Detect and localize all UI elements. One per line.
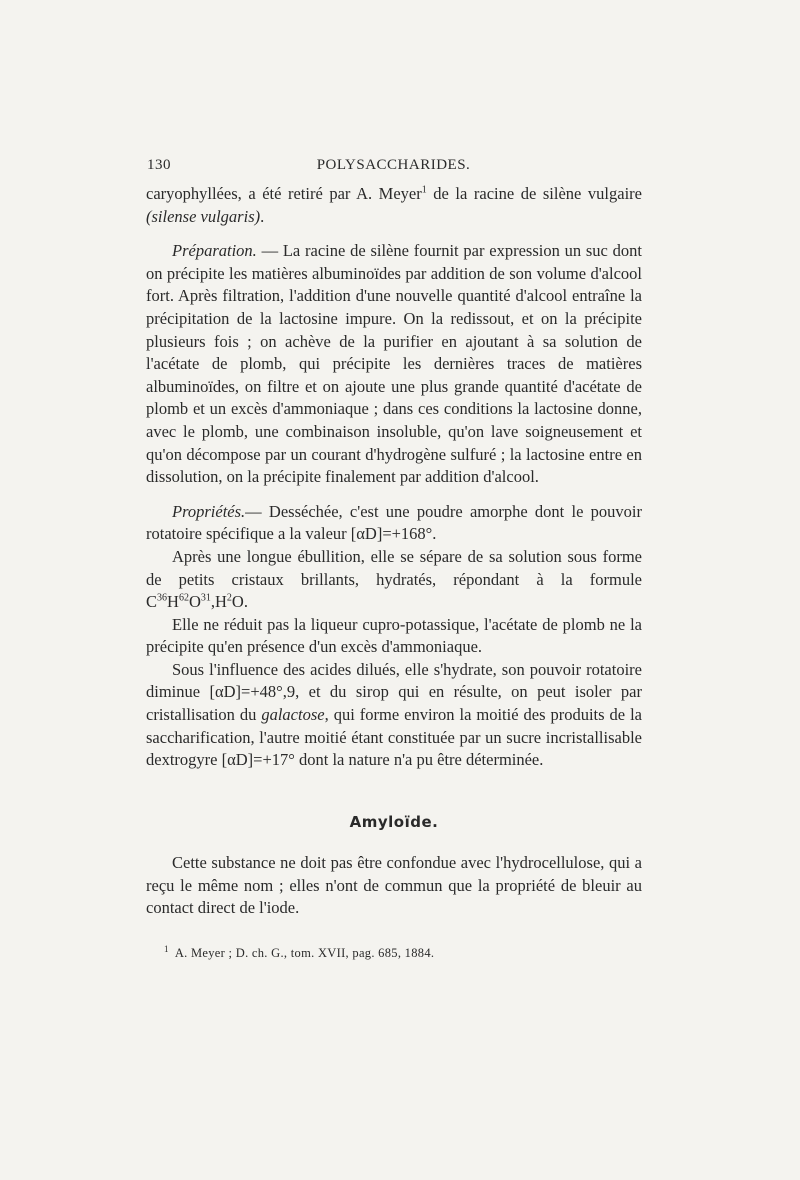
preparation-label: Préparation. — [172, 241, 257, 261]
section-heading: Amyloïde. — [349, 813, 439, 831]
intro-paragraph — [146, 183, 642, 228]
chemical-formula: $C^{36}H^{62}O^{31},H^2O$. — [146, 592, 248, 612]
intro-text-end: . — [260, 206, 265, 226]
properties-text-1: — Desséchée, c'est une poudre amorphe dont le pouvoir rotatoire spécifique a la valeur [αD]=+168°. — [146, 501, 642, 544]
preparation-text: — La racine de silène fournit par expression un suc dont on précipite les matières albuminoïdes par addition de son volume d'alcool fort. Après filtration, l'addition d'une nouvelle quantité d'alcool entraîne la précipitation de la lactosine impure. On la redissout, et on la précipite plusieurs fois ; on achève de la purifier en ajoutant à sa solution de l'acétate de plomb, qui précipite les dernières traces de matières albuminoïdes, on filtre et on ajoute une plus grande quantité d'acétate de plomb et un excès d'ammoniaque ; dans ces conditions la lactosine donne, avec le plomb, une combinaison insoluble, qu'on lave soigneusement et qu'on décompose par un courant d'hydrogène sulfuré ; la lactosine entre en dissolution, on la précipite finalement par addition d'alcool. — [146, 241, 642, 487]
properties-label: Propriétés. — [172, 501, 246, 521]
properties-text-4b: , qui forme environ la moitié des produits de la saccharification, l'autre moitié étant constituée par un sucre incristallisable dextrogyre [αD]=+17° dont la nature n'a pu être déterminée. — [146, 705, 642, 770]
properties-text-2: Après une longue ébullition, elle se sépare de sa solution sous forme de petits cristaux brillants, hydratés, répondant à la formule — [146, 546, 642, 589]
main-text — [146, 183, 642, 772]
properties-paragraph-4 — [146, 659, 642, 772]
page-number: 130 — [147, 157, 171, 173]
properties-text-3: Elle ne réduit pas la liqueur cupro-potassique, l'acétate de plomb ne la précipite qu'en présence d'un excès d'ammoniaque. — [146, 614, 642, 657]
properties-paragraph-3 — [146, 614, 642, 659]
properties-paragraph-1 — [146, 501, 642, 546]
amyloide-section — [146, 852, 642, 920]
footnote-text: A. Meyer ; D. ch. G., tom. XVII, pag. 685, 1884. — [174, 946, 435, 961]
galactose-term: galactose — [261, 705, 325, 725]
footnote — [164, 944, 644, 961]
amyloide-paragraph: Cette substance ne doit pas être confondue avec l'hydrocellulose, qui a reçu le même nom ; elles n'ont de commun que la propriété de bleuir au contact direct de l'iode. — [146, 853, 642, 918]
species-name: (silense vulgaris) — [146, 206, 261, 226]
intro-text-a: caryophyllées, a été retiré par A. Meyer — [146, 184, 422, 203]
footnote-reference: 1 — [421, 184, 427, 196]
preparation-paragraph — [146, 240, 642, 489]
footnote-mark: 1 — [164, 944, 169, 954]
properties-paragraph-2 — [146, 546, 642, 614]
properties-text-4a: Sous l'influence des acides dilués, elle s'hydrate, son pouvoir rotatoire diminue [αD]=+48°,9, et du sirop qui en résulte, on peut isoler par cristallisation du — [146, 659, 642, 725]
intro-text-b: de la racine de silène vulgaire — [426, 184, 642, 203]
running-title: POLYSACCHARIDES. — [316, 157, 471, 173]
